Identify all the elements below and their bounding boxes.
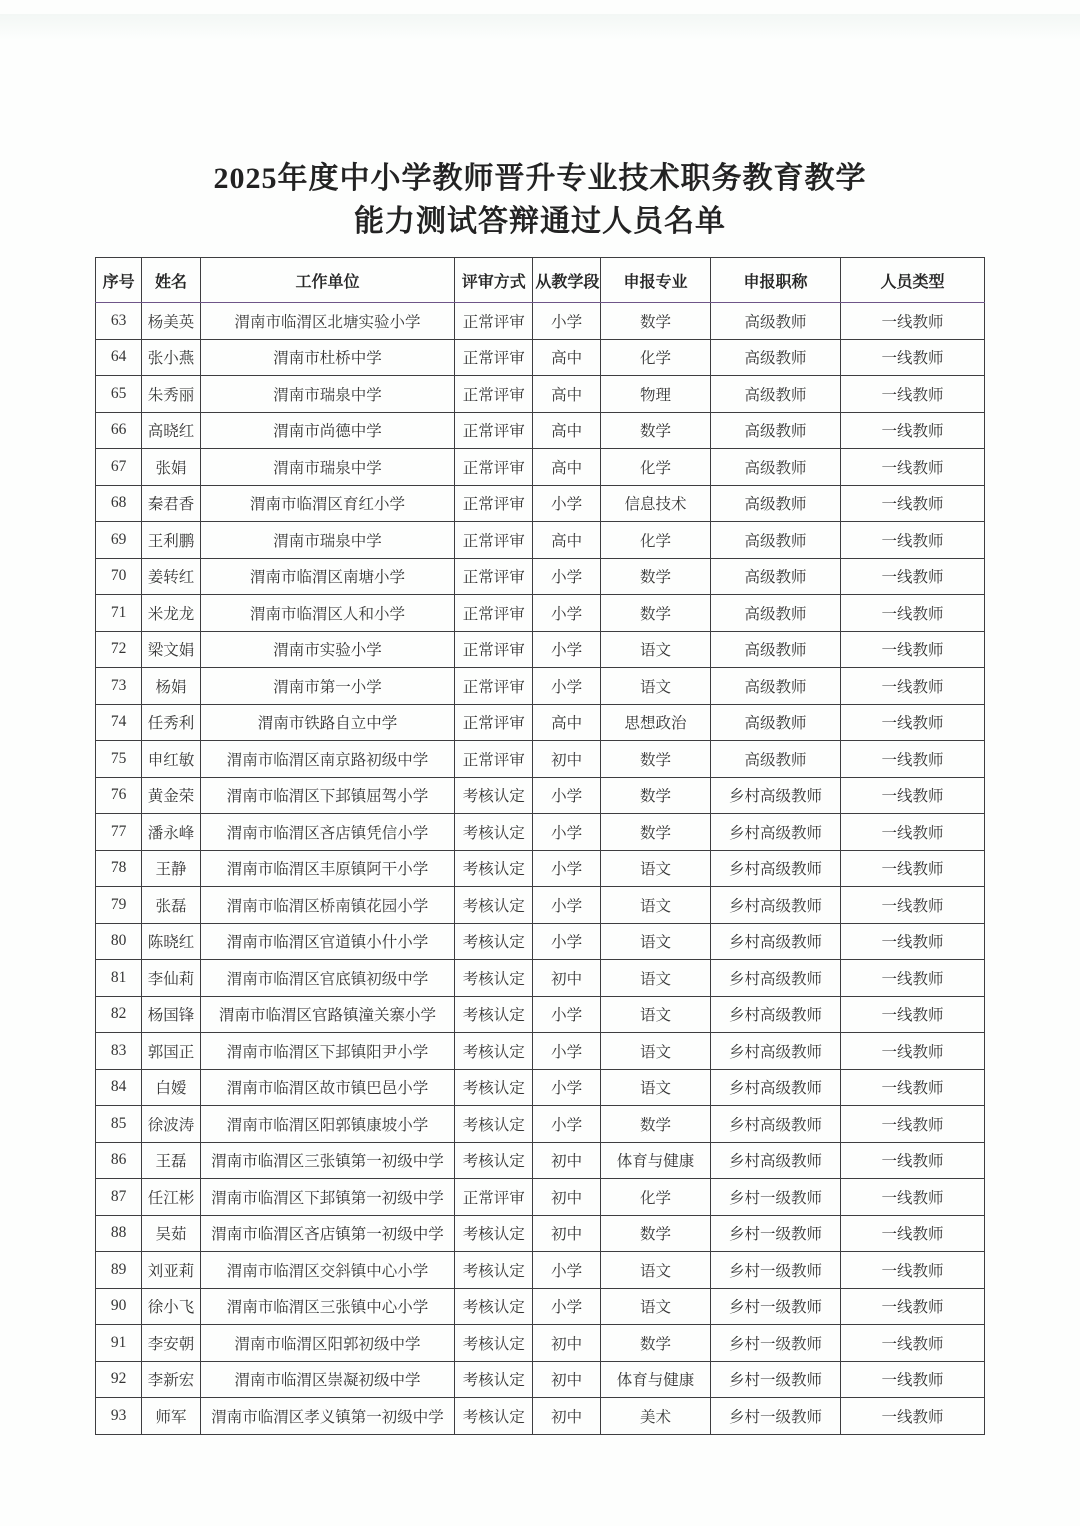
table-cell: 语文 (600, 1288, 710, 1325)
table-cell: 渭南市临渭区阳郭镇康坡小学 (200, 1106, 454, 1143)
table-cell: 85 (96, 1106, 142, 1143)
table-cell: 一线教师 (840, 339, 984, 376)
column-header: 申报职称 (711, 258, 841, 303)
table-cell: 高级教师 (711, 303, 841, 340)
table-row (96, 449, 985, 486)
table-row (96, 777, 985, 814)
table-cell: 考核认定 (455, 1215, 533, 1252)
table-cell: 93 (96, 1398, 142, 1435)
table-row (96, 1215, 985, 1252)
table-cell: 一线教师 (840, 850, 984, 887)
table-cell: 正常评审 (455, 558, 533, 595)
table-cell: 王磊 (142, 1142, 201, 1179)
table-cell: 83 (96, 1033, 142, 1070)
table-cell: 杨娟 (142, 668, 201, 705)
table-cell: 考核认定 (455, 814, 533, 851)
table-cell: 任江彬 (142, 1179, 201, 1216)
table-cell: 81 (96, 960, 142, 997)
table-cell: 考核认定 (455, 1398, 533, 1435)
table-cell: 高晓红 (142, 412, 201, 449)
table-row (96, 412, 985, 449)
table-cell: 88 (96, 1215, 142, 1252)
table-cell: 初中 (533, 1398, 601, 1435)
table-cell: 乡村高级教师 (711, 1142, 841, 1179)
table-cell: 一线教师 (840, 303, 984, 340)
table-cell: 数学 (600, 1325, 710, 1362)
table-cell: 乡村高级教师 (711, 850, 841, 887)
table-row (96, 485, 985, 522)
table-cell: 乡村高级教师 (711, 777, 841, 814)
table-cell: 初中 (533, 1142, 601, 1179)
table-cell: 考核认定 (455, 1069, 533, 1106)
table-cell: 一线教师 (840, 485, 984, 522)
table-cell: 乡村一级教师 (711, 1179, 841, 1216)
table-cell: 考核认定 (455, 850, 533, 887)
table-cell: 初中 (533, 960, 601, 997)
table-cell: 一线教师 (840, 412, 984, 449)
table-cell: 渭南市临渭区官底镇初级中学 (200, 960, 454, 997)
table-row (96, 1398, 985, 1435)
table-cell: 高级教师 (711, 522, 841, 559)
table-cell: 渭南市临渭区下邽镇屈驾小学 (200, 777, 454, 814)
table-cell: 72 (96, 631, 142, 668)
table-cell: 乡村一级教师 (711, 1398, 841, 1435)
table-cell: 一线教师 (840, 631, 984, 668)
table-cell: 正常评审 (455, 631, 533, 668)
table-cell: 高中 (533, 704, 601, 741)
table-cell: 小学 (533, 668, 601, 705)
table-cell: 78 (96, 850, 142, 887)
table-cell: 考核认定 (455, 1252, 533, 1289)
table-cell: 乡村一级教师 (711, 1215, 841, 1252)
table-row (96, 1179, 985, 1216)
table-cell: 渭南市临渭区北塘实验小学 (200, 303, 454, 340)
table-cell: 小学 (533, 923, 601, 960)
table-cell: 渭南市瑞泉中学 (200, 449, 454, 486)
table-cell: 考核认定 (455, 996, 533, 1033)
table-cell: 张磊 (142, 887, 201, 924)
table-cell: 正常评审 (455, 595, 533, 632)
table-cell: 87 (96, 1179, 142, 1216)
table-row (96, 558, 985, 595)
table-cell: 正常评审 (455, 704, 533, 741)
table-cell: 渭南市铁路自立中学 (200, 704, 454, 741)
table-cell: 70 (96, 558, 142, 595)
table-cell: 渭南市临渭区南塘小学 (200, 558, 454, 595)
table-cell: 初中 (533, 1215, 601, 1252)
table-cell: 一线教师 (840, 1325, 984, 1362)
table-cell: 77 (96, 814, 142, 851)
table-cell: 李安朝 (142, 1325, 201, 1362)
table-cell: 一线教师 (840, 777, 984, 814)
table-row (96, 741, 985, 778)
table-row (96, 996, 985, 1033)
table-cell: 考核认定 (455, 1033, 533, 1070)
table-cell: 渭南市临渭区丰原镇阿干小学 (200, 850, 454, 887)
table-cell: 陈晓红 (142, 923, 201, 960)
table-cell: 渭南市临渭区吝店镇第一初级中学 (200, 1215, 454, 1252)
table-cell: 渭南市临渭区育红小学 (200, 485, 454, 522)
table-cell: 初中 (533, 741, 601, 778)
table-cell: 渭南市临渭区南京路初级中学 (200, 741, 454, 778)
table-cell: 小学 (533, 558, 601, 595)
table-cell: 90 (96, 1288, 142, 1325)
table-row (96, 303, 985, 340)
table-cell: 初中 (533, 1361, 601, 1398)
table-cell: 正常评审 (455, 485, 533, 522)
table-cell: 一线教师 (840, 449, 984, 486)
table-cell: 74 (96, 704, 142, 741)
table-cell: 语文 (600, 960, 710, 997)
table-cell: 师军 (142, 1398, 201, 1435)
table-cell: 一线教师 (840, 704, 984, 741)
table-cell: 高级教师 (711, 631, 841, 668)
table-cell: 化学 (600, 449, 710, 486)
table-cell: 数学 (600, 1215, 710, 1252)
table-cell: 84 (96, 1069, 142, 1106)
table-cell: 正常评审 (455, 741, 533, 778)
table-cell: 小学 (533, 1069, 601, 1106)
table-cell: 渭南市临渭区下邽镇阳尹小学 (200, 1033, 454, 1070)
table-cell: 正常评审 (455, 339, 533, 376)
document-title (0, 158, 1080, 243)
table-cell: 郭国正 (142, 1033, 201, 1070)
table-row (96, 1106, 985, 1143)
table-cell: 数学 (600, 814, 710, 851)
table-cell: 92 (96, 1361, 142, 1398)
table-cell: 79 (96, 887, 142, 924)
table-cell: 数学 (600, 303, 710, 340)
table-cell: 高中 (533, 449, 601, 486)
table-cell: 化学 (600, 339, 710, 376)
table-cell: 小学 (533, 887, 601, 924)
table-cell: 高中 (533, 339, 601, 376)
table-cell: 梁文娟 (142, 631, 201, 668)
table-cell: 67 (96, 449, 142, 486)
table-cell: 正常评审 (455, 412, 533, 449)
table-cell: 吴茹 (142, 1215, 201, 1252)
table-cell: 小学 (533, 595, 601, 632)
table-cell: 考核认定 (455, 1106, 533, 1143)
table-header-row (96, 258, 985, 303)
table-cell: 语文 (600, 1252, 710, 1289)
table-cell: 82 (96, 996, 142, 1033)
table-cell: 91 (96, 1325, 142, 1362)
column-header: 从教学段 (533, 258, 601, 303)
table-cell: 小学 (533, 814, 601, 851)
table-cell: 杨美英 (142, 303, 201, 340)
table-cell: 刘亚莉 (142, 1252, 201, 1289)
table-cell: 小学 (533, 303, 601, 340)
table-row (96, 1325, 985, 1362)
table-cell: 米龙龙 (142, 595, 201, 632)
table-row (96, 850, 985, 887)
table-cell: 一线教师 (840, 595, 984, 632)
table-cell: 一线教师 (840, 376, 984, 413)
table-cell: 高级教师 (711, 668, 841, 705)
table-cell: 渭南市临渭区交斜镇中心小学 (200, 1252, 454, 1289)
table-cell: 乡村一级教师 (711, 1361, 841, 1398)
table-cell: 徐小飞 (142, 1288, 201, 1325)
table-cell: 语文 (600, 996, 710, 1033)
table-cell: 渭南市瑞泉中学 (200, 376, 454, 413)
table-cell: 渭南市临渭区孝义镇第一初级中学 (200, 1398, 454, 1435)
table-cell: 乡村高级教师 (711, 814, 841, 851)
table-row (96, 631, 985, 668)
table-row (96, 814, 985, 851)
table-cell: 渭南市临渭区桥南镇花园小学 (200, 887, 454, 924)
table-cell: 乡村一级教师 (711, 1252, 841, 1289)
column-header: 序号 (96, 258, 142, 303)
table-row (96, 923, 985, 960)
table-cell: 89 (96, 1252, 142, 1289)
table-cell: 一线教师 (840, 741, 984, 778)
table-cell: 白嫒 (142, 1069, 201, 1106)
table-cell: 渭南市尚德中学 (200, 412, 454, 449)
table-cell: 高级教师 (711, 339, 841, 376)
table-cell: 68 (96, 485, 142, 522)
table-cell: 语文 (600, 887, 710, 924)
table-row (96, 704, 985, 741)
table-cell: 渭南市临渭区阳郭初级中学 (200, 1325, 454, 1362)
table-cell: 渭南市临渭区故市镇巴邑小学 (200, 1069, 454, 1106)
table-cell: 李新宏 (142, 1361, 201, 1398)
table-row (96, 339, 985, 376)
table-cell: 体育与健康 (600, 1142, 710, 1179)
table-cell: 乡村高级教师 (711, 1106, 841, 1143)
table-cell: 正常评审 (455, 668, 533, 705)
table-cell: 乡村高级教师 (711, 923, 841, 960)
table-cell: 秦君香 (142, 485, 201, 522)
table-cell: 信息技术 (600, 485, 710, 522)
table-cell: 64 (96, 339, 142, 376)
table-cell: 一线教师 (840, 1069, 984, 1106)
table-row (96, 1361, 985, 1398)
table-cell: 正常评审 (455, 1179, 533, 1216)
table-cell: 乡村高级教师 (711, 960, 841, 997)
table-cell: 语文 (600, 668, 710, 705)
table-cell: 高中 (533, 412, 601, 449)
table-cell: 一线教师 (840, 1033, 984, 1070)
table-cell: 朱秀丽 (142, 376, 201, 413)
table-cell: 考核认定 (455, 923, 533, 960)
table-cell: 小学 (533, 1288, 601, 1325)
table-cell: 美术 (600, 1398, 710, 1435)
table-cell: 高级教师 (711, 376, 841, 413)
table-row (96, 1069, 985, 1106)
table-cell: 乡村高级教师 (711, 1033, 841, 1070)
column-header: 人员类型 (840, 258, 984, 303)
table-cell: 乡村一级教师 (711, 1288, 841, 1325)
table-cell: 乡村高级教师 (711, 887, 841, 924)
table-cell: 思想政治 (600, 704, 710, 741)
teacher-roster-table (95, 257, 985, 1435)
table-cell: 高级教师 (711, 485, 841, 522)
table-cell: 申红敏 (142, 741, 201, 778)
table-cell: 渭南市瑞泉中学 (200, 522, 454, 559)
table-cell: 渭南市临渭区三张镇第一初级中学 (200, 1142, 454, 1179)
table-cell: 71 (96, 595, 142, 632)
table-row (96, 887, 985, 924)
table-cell: 乡村高级教师 (711, 1069, 841, 1106)
table-row (96, 1033, 985, 1070)
table-cell: 考核认定 (455, 1288, 533, 1325)
table-cell: 渭南市临渭区下邽镇第一初级中学 (200, 1179, 454, 1216)
table-cell: 语文 (600, 631, 710, 668)
table-cell: 高级教师 (711, 704, 841, 741)
table-row (96, 1252, 985, 1289)
document-title-line-1: 2025年度中小学教师晋升专业技术职务教育教学 (213, 162, 867, 195)
table-cell: 化学 (600, 522, 710, 559)
table-cell: 小学 (533, 1033, 601, 1070)
table-cell: 高级教师 (711, 558, 841, 595)
table-row (96, 1142, 985, 1179)
table-cell: 任秀利 (142, 704, 201, 741)
document-title-line-2: 能力测试答辩通过人员名单 (354, 204, 726, 238)
table-cell: 数学 (600, 412, 710, 449)
table-cell: 一线教师 (840, 558, 984, 595)
table-cell: 正常评审 (455, 449, 533, 486)
table-cell: 一线教师 (840, 1215, 984, 1252)
table-cell: 一线教师 (840, 668, 984, 705)
table-cell: 65 (96, 376, 142, 413)
table-cell: 渭南市杜桥中学 (200, 339, 454, 376)
table-cell: 86 (96, 1142, 142, 1179)
table-cell: 黄金荣 (142, 777, 201, 814)
table-cell: 小学 (533, 631, 601, 668)
table-body (96, 303, 985, 1435)
table-cell: 一线教师 (840, 1252, 984, 1289)
table-cell: 张娟 (142, 449, 201, 486)
table-cell: 一线教师 (840, 887, 984, 924)
table-cell: 渭南市第一小学 (200, 668, 454, 705)
table-cell: 初中 (533, 1179, 601, 1216)
table-cell: 高中 (533, 522, 601, 559)
table-cell: 乡村一级教师 (711, 1325, 841, 1362)
table-cell: 高级教师 (711, 449, 841, 486)
table-cell: 考核认定 (455, 1142, 533, 1179)
table-cell: 数学 (600, 1106, 710, 1143)
table-cell: 考核认定 (455, 887, 533, 924)
table-cell: 渭南市临渭区人和小学 (200, 595, 454, 632)
table-cell: 语文 (600, 923, 710, 960)
table-cell: 一线教师 (840, 522, 984, 559)
table-cell: 渭南市实验小学 (200, 631, 454, 668)
table-cell: 数学 (600, 777, 710, 814)
table-cell: 杨国锋 (142, 996, 201, 1033)
table-row (96, 1288, 985, 1325)
table-cell: 一线教师 (840, 960, 984, 997)
table-cell: 73 (96, 668, 142, 705)
scan-artifact-band (0, 14, 1080, 40)
table-cell: 正常评审 (455, 303, 533, 340)
table-cell: 数学 (600, 595, 710, 632)
table-cell: 一线教师 (840, 1106, 984, 1143)
table-cell: 语文 (600, 1033, 710, 1070)
table-cell: 渭南市临渭区三张镇中心小学 (200, 1288, 454, 1325)
table-cell: 徐波涛 (142, 1106, 201, 1143)
table-row (96, 376, 985, 413)
table-cell: 高级教师 (711, 741, 841, 778)
table-cell: 一线教师 (840, 814, 984, 851)
table-cell: 一线教师 (840, 1288, 984, 1325)
table-cell: 体育与健康 (600, 1361, 710, 1398)
column-header: 评审方式 (455, 258, 533, 303)
table-cell: 初中 (533, 1325, 601, 1362)
table-cell: 小学 (533, 850, 601, 887)
table-cell: 一线教师 (840, 996, 984, 1033)
table-cell: 75 (96, 741, 142, 778)
table-cell: 一线教师 (840, 1179, 984, 1216)
table-cell: 正常评审 (455, 522, 533, 559)
table-cell: 渭南市临渭区吝店镇凭信小学 (200, 814, 454, 851)
table-cell: 76 (96, 777, 142, 814)
table-cell: 小学 (533, 485, 601, 522)
table-cell: 渭南市临渭区官道镇小什小学 (200, 923, 454, 960)
column-header: 申报专业 (600, 258, 710, 303)
table-cell: 69 (96, 522, 142, 559)
table-cell: 一线教师 (840, 1361, 984, 1398)
table-cell: 66 (96, 412, 142, 449)
table-cell: 姜转红 (142, 558, 201, 595)
table-cell: 数学 (600, 558, 710, 595)
table-cell: 乡村高级教师 (711, 996, 841, 1033)
table-cell: 一线教师 (840, 1398, 984, 1435)
table-cell: 高级教师 (711, 412, 841, 449)
table-cell: 物理 (600, 376, 710, 413)
table-cell: 小学 (533, 996, 601, 1033)
table-cell: 高级教师 (711, 595, 841, 632)
column-header: 姓名 (142, 258, 201, 303)
table-cell: 考核认定 (455, 960, 533, 997)
table-cell: 小学 (533, 1252, 601, 1289)
table-cell: 一线教师 (840, 1142, 984, 1179)
table-cell: 王静 (142, 850, 201, 887)
table-row (96, 595, 985, 632)
table-cell: 数学 (600, 741, 710, 778)
table-row (96, 668, 985, 705)
table-cell: 渭南市临渭区官路镇潼关寨小学 (200, 996, 454, 1033)
table-cell: 化学 (600, 1179, 710, 1216)
table-cell: 80 (96, 923, 142, 960)
table-cell: 小学 (533, 1106, 601, 1143)
table-cell: 小学 (533, 777, 601, 814)
table-cell: 语文 (600, 1069, 710, 1106)
table-cell: 考核认定 (455, 1361, 533, 1398)
table-cell: 王利鹏 (142, 522, 201, 559)
table-row (96, 522, 985, 559)
table-cell: 考核认定 (455, 777, 533, 814)
column-header: 工作单位 (200, 258, 454, 303)
table-row (96, 960, 985, 997)
table-cell: 考核认定 (455, 1325, 533, 1362)
table-cell: 李仙莉 (142, 960, 201, 997)
table-cell: 一线教师 (840, 923, 984, 960)
table-cell: 张小燕 (142, 339, 201, 376)
table-cell: 语文 (600, 850, 710, 887)
table-cell: 潘永峰 (142, 814, 201, 851)
table-cell: 渭南市临渭区崇凝初级中学 (200, 1361, 454, 1398)
table-cell: 高中 (533, 376, 601, 413)
table-cell: 63 (96, 303, 142, 340)
table-cell: 正常评审 (455, 376, 533, 413)
